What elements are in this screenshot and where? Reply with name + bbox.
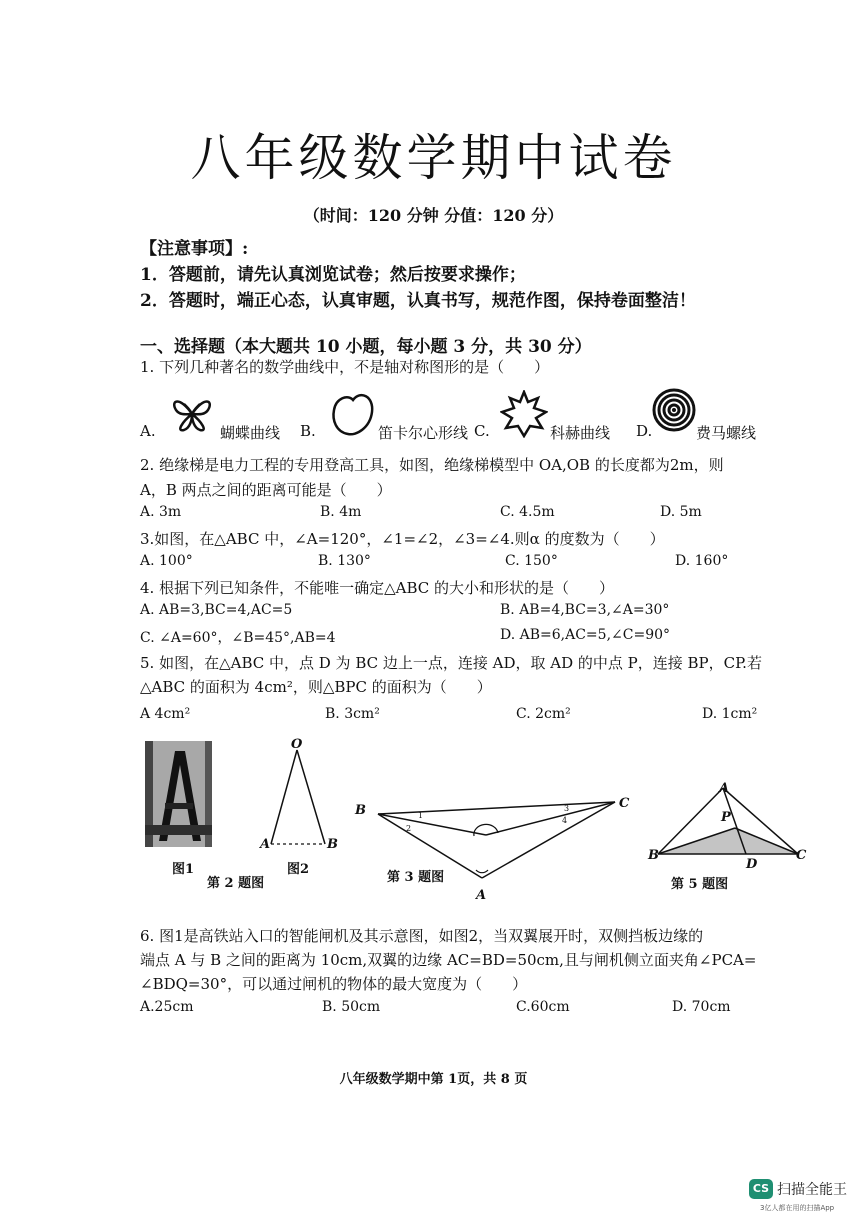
q1-option-c-text: 科赫曲线 <box>550 424 611 442</box>
page-title: 八年级数学期中试卷 <box>190 129 677 187</box>
q4-stem: 4. 根据下列已知条件，不能唯一确定△ABC 的大小和形状的是（ ） <box>140 579 614 597</box>
fig2-point-o: O <box>291 737 303 752</box>
fig5-point-b: B <box>648 848 659 863</box>
scanner-app-name: 扫描全能王 <box>777 1182 847 1198</box>
butterfly-curve-icon <box>170 394 214 434</box>
fig2-label: 图2 <box>287 862 310 877</box>
q6-stem-line2: 端点 A 与 B 之间的距离为 10cm,双翼的边缘 AC=BD=50cm,且与闸机侧立面夹角∠PCA= <box>140 951 757 969</box>
triangle-midpoint-figure <box>650 780 810 870</box>
q2-option-d: D. 5m <box>660 504 702 520</box>
q1-option-a-letter: A. <box>140 422 156 440</box>
fig1-label: 图1 <box>172 862 195 877</box>
q6-stem-line1: 6. 图1是高铁站入口的智能闸机及其示意图，如图2，当双翼展开时，双侧挡板边缘的 <box>140 927 704 945</box>
q6-stem-line3: ∠BDQ=30°，可以通过闸机的物体的最大宽度为（ ） <box>140 975 528 993</box>
fig5-point-c: C <box>796 848 807 863</box>
q2-option-c: C. 4.5m <box>500 504 555 520</box>
q3-figure-caption: 第 3 题图 <box>387 870 445 885</box>
fig5-point-a: A <box>719 781 730 796</box>
gate-photo <box>145 741 212 847</box>
q5-option-c: C. 2cm² <box>516 706 571 722</box>
exam-info: （时间：120 分钟 分值：120 分） <box>303 206 564 225</box>
fig3-point-c: C <box>619 796 630 811</box>
fig2-point-a: A <box>260 837 271 852</box>
q1-option-b-text: 笛卡尔心形线 <box>378 424 469 442</box>
q5-option-b: B. 3cm² <box>325 706 380 722</box>
q5-stem-line2: △ABC 的面积为 4cm²，则△BPC 的面积为（ ） <box>140 678 492 696</box>
fig5-point-d: D <box>746 857 758 872</box>
cardioid-curve-icon <box>330 392 376 438</box>
q2-stem-line1: 2. 绝缘梯是电力工程的专用登高工具，如图，绝缘梯模型中 OA,OB 的长度都为2m，则 <box>140 456 724 474</box>
notice-item-1: 1．答题前，请先认真浏览试卷；然后按要求操作； <box>140 265 526 285</box>
koch-snowflake-icon <box>500 390 548 438</box>
fig3-angle-4: 4 <box>562 816 568 825</box>
notice-heading: 【注意事项】: <box>140 239 249 259</box>
fig3-point-b: B <box>355 803 366 818</box>
scanner-tagline: 3亿人都在用的扫描App <box>760 1204 835 1212</box>
fig3-point-a: A <box>476 888 487 903</box>
q3-option-b: B. 130° <box>318 553 371 569</box>
q4-option-b: B. AB=4,BC=3,∠A=30° <box>500 602 670 618</box>
fig3-angle-3: 3 <box>564 804 570 813</box>
notice-item-2: 2．答题时，端正心态，认真审题，认真书写，规范作图，保持卷面整洁！ <box>140 291 696 311</box>
page-footer: 八年级数学期中第 1页，共 8 页 <box>339 1072 528 1087</box>
q1-stem: 1. 下列几种著名的数学曲线中，不是轴对称图形的是（ ） <box>140 358 550 376</box>
q2-option-b: B. 4m <box>320 504 362 520</box>
q6-option-d: D. 70cm <box>672 999 731 1015</box>
q5-figure-caption: 第 5 题图 <box>671 877 729 892</box>
q1-option-a-text: 蝴蝶曲线 <box>220 424 281 442</box>
fig3-angle-2: 2 <box>406 824 412 833</box>
q6-option-a: A.25cm <box>140 999 194 1015</box>
q5-option-a: A 4cm² <box>140 706 191 722</box>
q5-stem-line1: 5. 如图，在△ABC 中，点 D 为 BC 边上一点，连接 AD，取 AD 的中点 P，连接 BP，CP.若 <box>140 654 762 672</box>
q2-stem-line2: A，B 两点之间的距离可能是（ ） <box>140 481 392 499</box>
gate-photo-drawing <box>145 741 212 847</box>
q4-option-c: C. ∠A=60°，∠B=45°,AB=4 <box>140 630 336 646</box>
q3-stem: 3.如图，在△ABC 中，∠A=120°，∠1=∠2，∠3=∠4.则α 的度数为（ ） <box>140 530 665 548</box>
q3-option-c: C. 150° <box>505 553 558 569</box>
scanner-logo-icon: CS <box>749 1179 773 1199</box>
q2-figure-caption: 第 2 题图 <box>207 876 265 891</box>
q6-option-c: C.60cm <box>516 999 570 1015</box>
q6-option-b: B. 50cm <box>322 999 381 1015</box>
q3-option-a: A. 100° <box>140 553 193 569</box>
q3-option-d: D. 160° <box>675 553 729 569</box>
q1-option-b-letter: B. <box>300 422 316 440</box>
q1-option-d-letter: D. <box>636 422 653 440</box>
fig5-point-p: P <box>721 810 731 825</box>
q1-option-d-text: 费马螺线 <box>696 424 757 442</box>
q2-option-a: A. 3m <box>140 504 182 520</box>
fig2-point-b: B <box>327 837 338 852</box>
q5-option-d: D. 1cm² <box>702 706 758 722</box>
q4-option-d: D. AB=6,AC=5,∠C=90° <box>500 627 671 643</box>
q1-option-c-letter: C. <box>474 422 490 440</box>
fig3-angle-1: 1 <box>418 811 424 820</box>
fermat-spiral-icon <box>652 388 696 432</box>
section-heading: 一、选择题（本大题共 10 小题，每小题 3 分，共 30 分） <box>140 337 592 357</box>
q4-option-a: A. AB=3,BC=4,AC=5 <box>140 602 293 618</box>
